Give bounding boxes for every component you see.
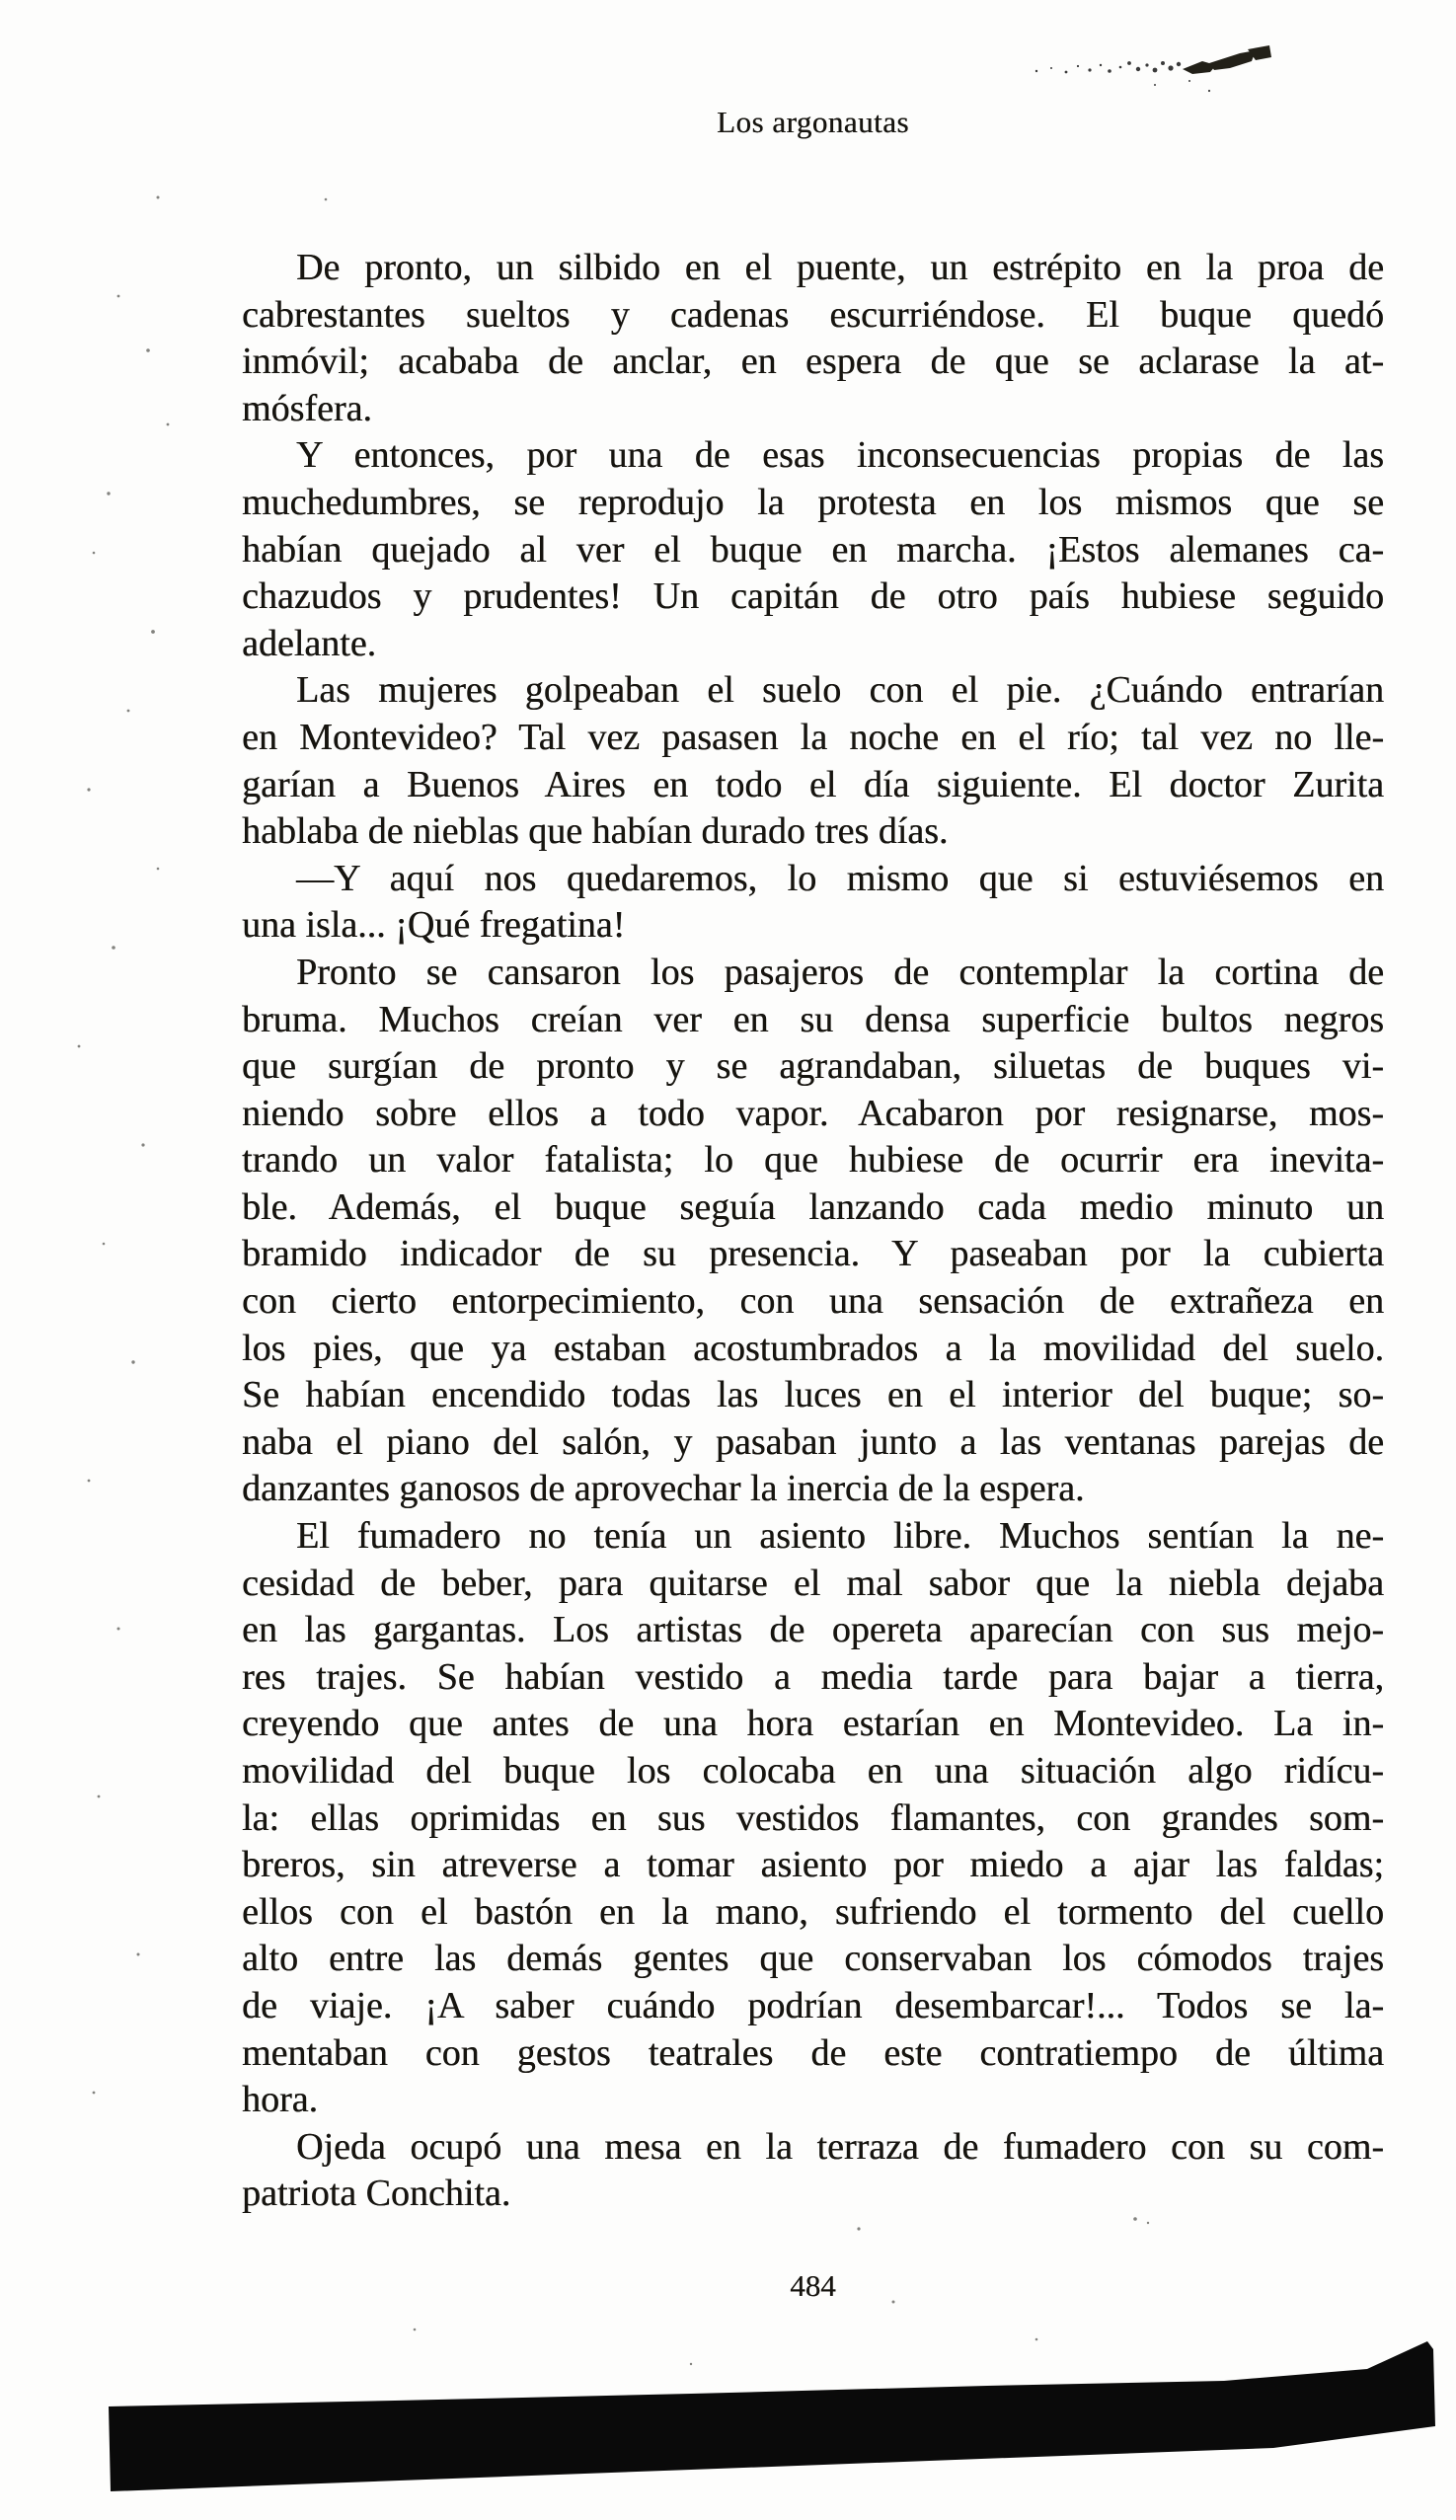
text-line: trando un valor fatalista; lo que hubiese de ocurrir era inevita- xyxy=(242,1139,1384,1182)
text-line: —Y aquí nos quedaremos, lo mismo que si estuviésemos en xyxy=(296,857,1384,899)
text-line: en Montevideo? Tal vez pasasen la noche en el río; tal vez no lle- xyxy=(242,716,1384,758)
text-line: El fumadero no tenía un asiento libre. Muchos sentían la ne- xyxy=(296,1515,1384,1558)
text-line: garían a Buenos Aires en todo el día siguiente. El doctor Zurita xyxy=(242,763,1384,805)
text-line: patriota Conchita. xyxy=(242,2173,511,2215)
text-line: alto entre las demás gentes que conservaban los cómodos trajes xyxy=(242,1938,1384,1980)
text-line: creyendo que antes de una hora estarían en Montevideo. La in- xyxy=(242,1703,1384,1745)
text-line: con cierto entorpecimiento, con una sensación de extrañeza en xyxy=(242,1280,1384,1323)
scan-black-bar-artifact xyxy=(0,2337,1456,2520)
text-line: bruma. Muchos creían ver en su densa superficie bultos negros xyxy=(242,998,1384,1040)
text-line: habían quejado al ver el buque en marcha. ¡Estos alemanes ca- xyxy=(242,528,1384,571)
text-line: res trajes. Se habían vestido a media tarde para bajar a tierra, xyxy=(242,1655,1384,1698)
text-line: movilidad del buque los colocaba en una situación algo ridícu- xyxy=(242,1750,1384,1792)
text-line: adelante. xyxy=(242,622,377,664)
text-line: inmóvil; acababa de anclar, en espera de que se aclarase la at- xyxy=(242,341,1384,383)
text-line: que surgían de pronto y se agrandaban, siluetas de buques vi- xyxy=(242,1045,1384,1088)
text-line: De pronto, un silbido en el puente, un estrépito en la proa de xyxy=(296,247,1384,288)
text-line: hora. xyxy=(242,2079,319,2121)
text-line: ellos con el bastón en la mano, sufriendo el tormento del cuello xyxy=(242,1890,1384,1933)
text-line: mentaban con gestos teatrales de este contratiempo de última xyxy=(242,2031,1384,2074)
text-line: de viaje. ¡A saber cuándo podrían desembarcar!... Todos se la- xyxy=(242,1984,1384,2026)
text-line: cabrestantes sueltos y cadenas escurriéndose. El buque quedó xyxy=(242,293,1384,336)
text-line: una isla... ¡Qué fregatina! xyxy=(242,904,626,947)
text-line: naba el piano del salón, y pasaban junto a las ventanas parejas de xyxy=(242,1420,1384,1463)
running-header: Los argonautas xyxy=(717,105,909,139)
text-line: danzantes ganosos de aprovechar la inercia de la espera. xyxy=(242,1468,1085,1510)
text-line: en las gargantas. Los artistas de opereta aparecían con sus mejo- xyxy=(242,1609,1384,1651)
text-line: mósfera. xyxy=(242,387,372,429)
text-line: Se habían encendido todas las luces en el interior del buque; so- xyxy=(242,1374,1384,1416)
text-line: los pies, que ya estaban acostumbrados a la movilidad del suelo. xyxy=(242,1327,1384,1369)
text-line: Y entonces, por una de esas inconsecuencias propias de las xyxy=(296,434,1384,477)
text-line: bramido indicador de su presencia. Y paseaban por la cubierta xyxy=(242,1233,1384,1275)
text-line: breros, sin atreverse a tomar asiento por miedo a ajar las faldas; xyxy=(242,1844,1384,1886)
text-line: hablaba de nieblas que habían durado tres días. xyxy=(242,810,949,853)
text-line: Ojeda ocupó una mesa en la terraza de fumadero con su com- xyxy=(296,2125,1384,2168)
text-line: muchedumbres, se reprodujo la protesta en los mismos que se xyxy=(242,481,1384,523)
text-line: chazudos y prudentes! Un capitán de otro país hubiese seguido xyxy=(242,575,1384,618)
text-line: la: ellas oprimidas en sus vestidos flamantes, con grandes som- xyxy=(242,1796,1384,1839)
page-number: 484 xyxy=(790,2268,836,2303)
text-line: niendo sobre ellos a todo vapor. Acabaron por resignarse, mos- xyxy=(242,1092,1384,1134)
text-line: Pronto se cansaron los pasajeros de contemplar la cortina de xyxy=(296,951,1384,993)
text-line: Las mujeres golpeaban el suelo con el pie. ¿Cuándo entrarían xyxy=(296,669,1384,712)
text-line: ble. Además, el buque seguía lanzando cada medio minuto un xyxy=(242,1185,1384,1228)
text-line: cesidad de beber, para quitarse el mal sabor que la niebla dejaba xyxy=(242,1562,1384,1604)
